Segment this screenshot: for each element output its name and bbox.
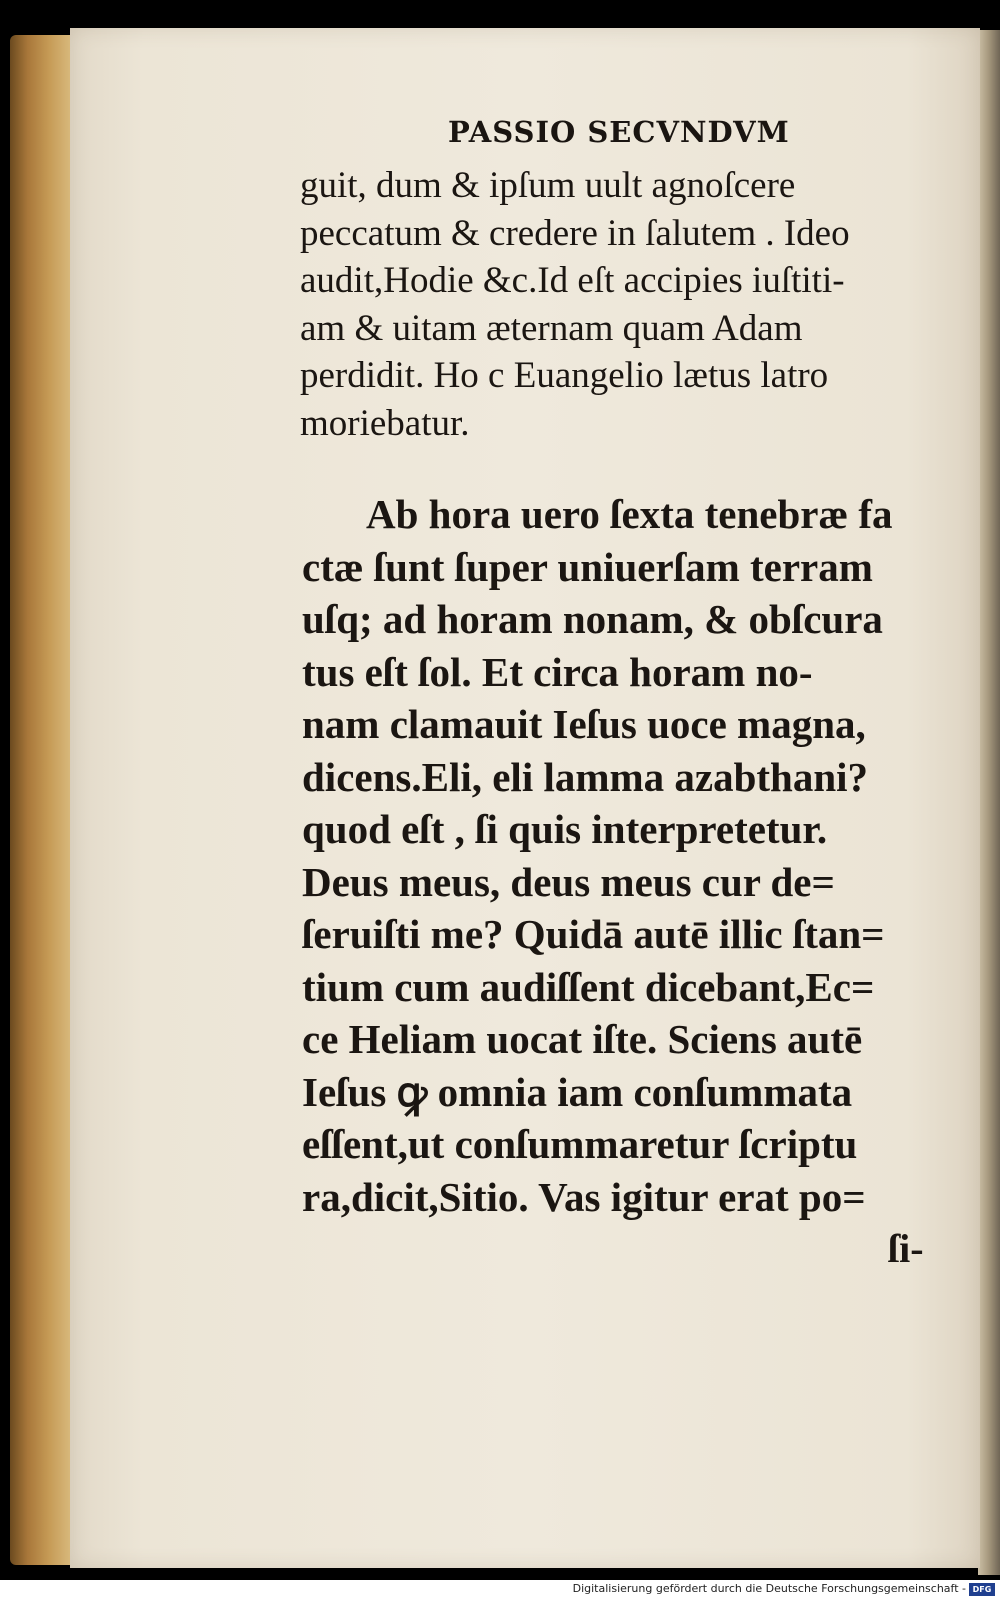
text-line: quod eſt , ſi quis interpretetur. [302,806,828,852]
text-line: am & uitam æternam quam Adam [300,307,803,349]
text-line: Ieſus ꝙ omnia iam conſummata [302,1068,853,1115]
text-line: perdidit. Ho c Euangelio lætus latro [300,355,829,396]
text-line: uſq; ad horam nonam, & obſcura [302,596,883,642]
footer-credit: Digitalisierung gefördert durch die Deutsche Forschungsgemeinschaft - [572,1582,966,1595]
text-line: audit,Hodie &c.Id eſt accipies iuſtiti- [300,260,845,301]
text-line: Deus meus, deus meus cur de= [302,858,835,905]
running-head: PASSIO SECVNDVM [448,115,790,149]
text-line: moriebatur. [300,402,470,444]
text-line: ra,dicit,Sitio. Vas igitur erat po= [302,1173,866,1220]
text-line: guit, dum & ipſum uult agnoſcere [300,165,796,206]
text-line: peccatum & credere in ſalutem . Ideo [300,212,850,254]
paragraph-1 [300,162,850,447]
text-line: ſeruiſti me? Quidā autē illic ſtan= [302,911,885,957]
text-line: ce Heliam uocat iſte. Sciens autē [302,1016,863,1062]
paragraph-2 [302,488,892,1223]
text-line: Ab hora uero ſexta tenebræ fa [366,491,893,537]
text-line: tium cum audiſſent dicebant,Ec= [302,963,875,1010]
text-line: eſſent,ut conſummaretur ſcriptu [302,1121,858,1167]
catchword: ſi- [888,1226,924,1271]
page-stack-right-edge [978,30,1000,1575]
dfg-logo: DFG [969,1583,995,1596]
text-line: tus eſt ſol. Et circa horam no- [302,648,813,695]
text-line: dicens.Eli, eli lamma azabthani? [302,753,869,800]
text-line: ctæ ſunt ſuper uniuerſam terram [302,543,873,590]
text-line: nam clamauit Ieſus uoce magna, [302,701,866,747]
